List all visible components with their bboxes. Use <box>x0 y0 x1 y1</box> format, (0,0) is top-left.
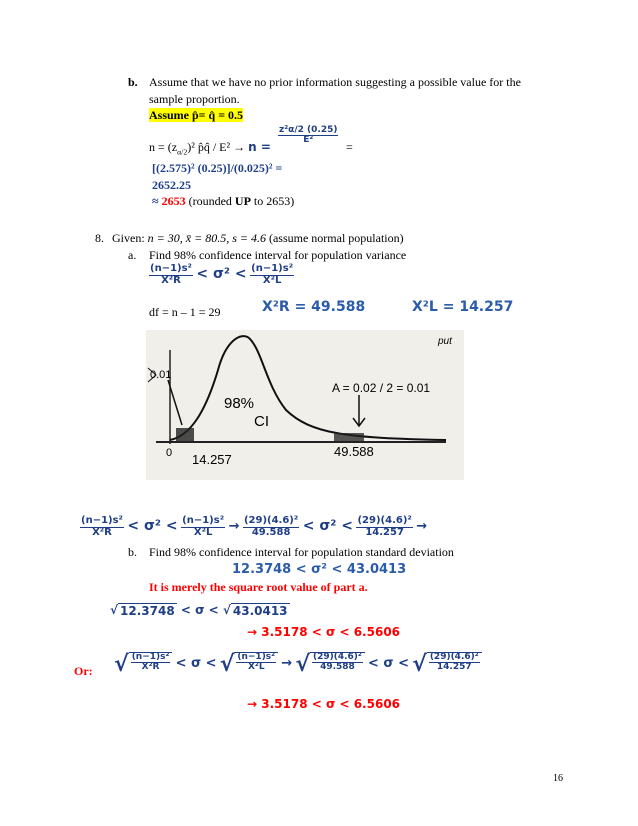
item8a-marker: a. <box>128 248 137 262</box>
xl-value: X²L = 14.257 <box>412 299 514 315</box>
item-b-marker: b. <box>128 75 138 89</box>
variance-result: 12.3748 < σ² < 43.0413 <box>232 562 407 577</box>
df-text: df = n – 1 = 29 <box>149 305 221 319</box>
approx-line: ≈ 2653 (rounded UP to 2653) <box>152 194 295 208</box>
assume-highlight: Assume p̂= q̂ = 0.5 <box>149 108 244 122</box>
note-text: It is merely the square root value of part a. <box>149 580 368 594</box>
right-tail-shade <box>334 433 364 441</box>
area-label: A = 0.02 / 2 = 0.01 <box>332 381 431 395</box>
given-line: Given: n = 30, x̄ = 80.5, s = 4.6 (assume normal population) <box>112 231 404 245</box>
item-b-text-line2: sample proportion. <box>149 92 240 106</box>
alt-sd-calculation: √ $\frac{\text{(n−1)s²}}{\text{X²R}}$ < σ < √ $\frac{\text{(n−1)s²}}{\text{X²L}}$ → √ $\frac{\text{(29)(4.6)²}}{49.588}$ < σ < √ $\frac{\text{(29)(4.6)²}}{14.257}$ <box>114 652 482 677</box>
corner-mark: put <box>438 336 452 347</box>
chi-square-figure <box>146 330 464 480</box>
item8b-marker: b. <box>128 545 137 559</box>
page-number: 16 <box>553 773 563 784</box>
sqrt-inequality: √ 12.3748 < σ < √ 43.0413 <box>110 603 288 618</box>
sd-result-2: → 3.5178 < σ < 6.5606 <box>247 697 401 711</box>
calc-value: 2652.25 <box>152 178 191 192</box>
or-label: Or: <box>74 664 93 678</box>
item-b-text-line1: Assume that we have no prior information suggesting a possible value for the <box>149 75 521 89</box>
n-formula: $n = (z_{\alpha/2})^2$ p̂q̂ / E² → n = <box>149 140 271 157</box>
calc-line: [(2.575)² (0.25)]/(0.025)² = <box>152 161 283 175</box>
item8a-text: Find 98% confidence interval for population variance <box>149 248 407 262</box>
sd-result-1: → 3.5178 < σ < 6.5606 <box>247 625 401 639</box>
chi-square-sketch <box>146 330 464 480</box>
item8-number: 8. <box>95 231 104 245</box>
ci-label: CI <box>254 413 269 430</box>
left-tail-label: 0.01 <box>150 369 172 381</box>
xr-label: 49.588 <box>334 444 374 459</box>
variance-inequality: $\frac{\text{(n−1)s²}}{\text{X²R}}$ < σ² < $\frac{\text{(n−1)s²}}{\text{X²L}}$ <box>150 263 294 286</box>
n-fraction: $\frac{\text{z²α/2 (0.25)}}{\text{E²}}$ <box>279 125 338 146</box>
center-label: 98% <box>224 395 255 412</box>
zero-label: 0 <box>166 447 173 459</box>
xr-value: X²R = 49.588 <box>262 299 366 315</box>
left-tail-shade <box>176 428 194 441</box>
xl-label: 14.257 <box>192 452 232 467</box>
n-equals: = <box>346 140 353 154</box>
item8b-text: Find 98% confidence interval for population standard deviation <box>149 545 454 559</box>
variance-calculation: $\frac{\text{(n−1)s²}}{\text{X²R}}$ < σ² < $\frac{\text{(n−1)s²}}{\text{X²L}}$ → $\frac{\text{(29)(4.6)²}}{49.588}$ < σ² < $\frac{\text{(29)(4.6)²}}{14.257}$ → <box>81 515 428 538</box>
